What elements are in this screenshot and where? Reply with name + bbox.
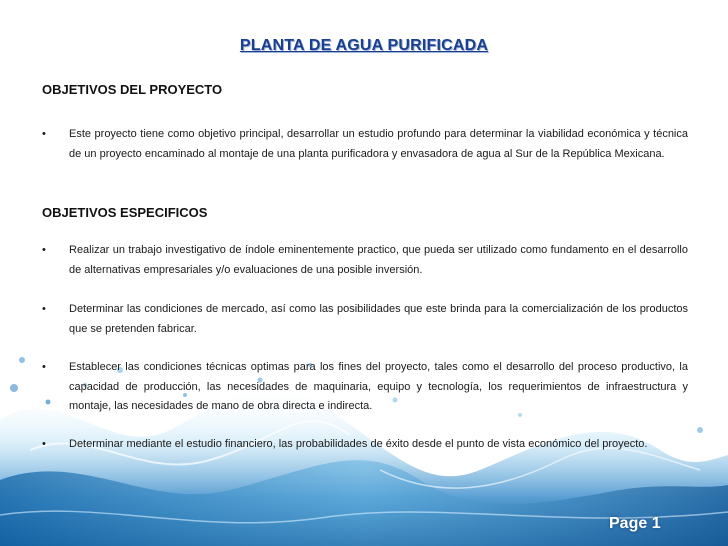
bullet-icon: • xyxy=(42,361,46,373)
slide-title: PLANTA DE AGUA PURIFICADA xyxy=(239,37,489,54)
list-item xyxy=(42,300,688,339)
section-heading-specific-objectives: OBJETIVOS ESPECIFICOS xyxy=(42,205,208,220)
page-number: Page 1 xyxy=(609,515,661,532)
list-item-text: Determinar mediante el estudio financiero, las probabilidades de éxito desde el punto de vista económico del proyecto. xyxy=(69,438,648,450)
section-heading-project-objectives: OBJETIVOS DEL PROYECTO xyxy=(42,82,223,97)
list-item xyxy=(42,358,688,417)
bullet-icon: • xyxy=(42,303,46,315)
list-item-text: Este proyecto tiene como objetivo principal, desarrollar un estudio profundo para determinar la viabilidad económica y técnica de un proyecto encaminado al montaje de una planta purificadora y envasadora de agua al Sur de la República Mexicana. xyxy=(69,128,688,160)
bullet-icon: • xyxy=(42,128,46,140)
list-item-text: Establecer las condiciones técnicas optimas para los fines del proyecto, tales como el desarrollo del proceso productivo, la capacidad de producción, las necesidades de maquinaria, equipo y tecnología, los requerimientos de infraestructura y montaje, las necesidades de mano de obra directa e indirecta. xyxy=(69,361,688,412)
list-item xyxy=(42,435,688,455)
list-item xyxy=(42,125,688,164)
list-item xyxy=(42,241,688,280)
list-item-text: Realizar un trabajo investigativo de índole eminentemente practico, que pueda ser utilizado como fundamento en el desarrollo de alternativas empresariales y/o evaluaciones de una posible inversión. xyxy=(69,244,688,276)
bullet-icon: • xyxy=(42,244,46,256)
bullet-icon: • xyxy=(42,438,46,450)
list-item-text: Determinar las condiciones de mercado, así como las posibilidades que este brinda para la comercialización de los productos que se pretenden fabricar. xyxy=(69,303,688,335)
